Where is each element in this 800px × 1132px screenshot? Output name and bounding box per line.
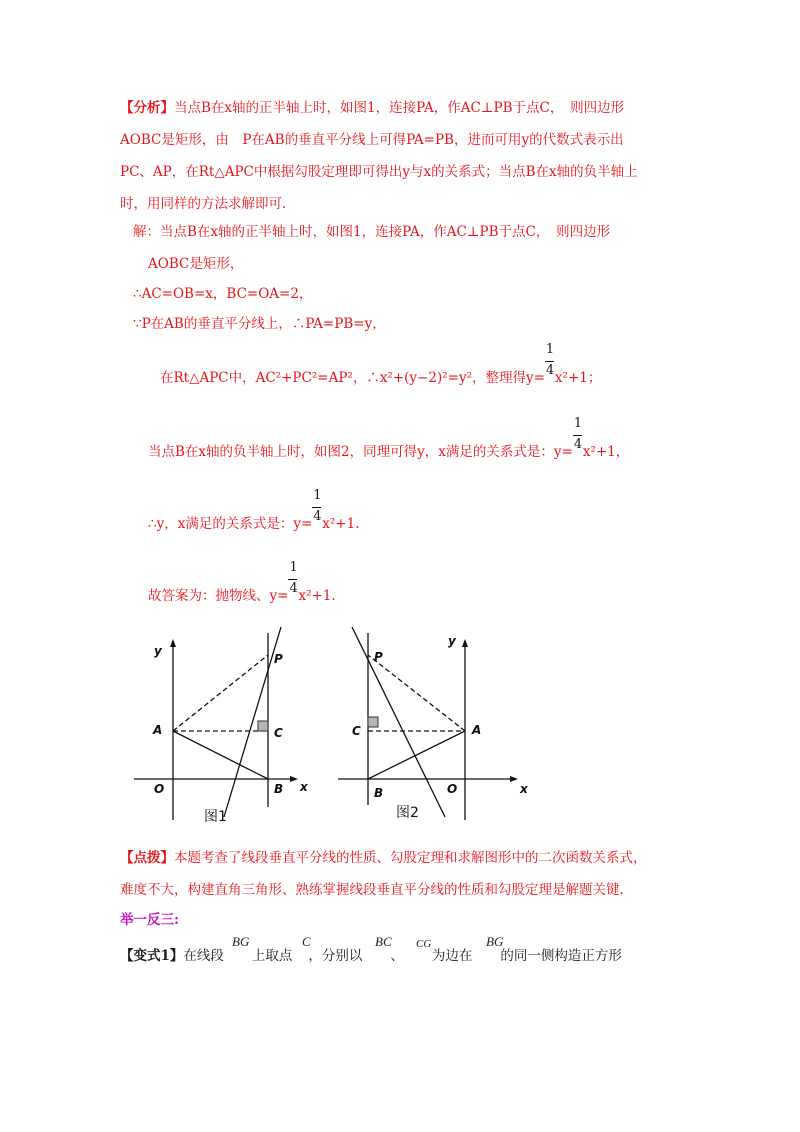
fig2-label-B: B [374,786,384,800]
variant-1-text-5: 为边在 [431,948,473,964]
fraction-denominator: 4 [545,363,555,378]
fraction-denominator: 4 [573,437,583,452]
fig1-label-A: A [153,723,163,737]
solution-line-7 [148,488,360,534]
solution-line-5-pre: 在Rt△APC中，AC²+PC²=AP²，∴x²+(y−2)²=y²，整理得y= [160,370,545,386]
review-line-2: 难度不大，构建直角三角形、熟练掌握线段垂直平分线的性质和勾股定理是解题关键. [120,882,624,898]
solution-line-6-post: x²+1， [582,444,630,460]
solution-line-8-post: x²+1. [298,588,336,604]
fig2-caption: 图2 [396,805,419,821]
variant-1-text-3: ，分别以 [308,948,363,964]
math-c: C [302,934,311,949]
variant-1-tag: 【变式1】 [120,948,184,964]
practice-heading: 举一反三: [120,912,179,928]
fraction-one-quarter [288,560,298,600]
solution-line-1: 解：当点B在x轴的正半轴上时，如图1，连接PA，作AC⊥PB于点C， 则四边形 [133,224,611,240]
fig2-label-P: P [374,650,383,664]
fig1-label-x: x [300,780,308,794]
solution-line-7-post: x²+1. [322,516,360,532]
figure-1 [128,625,308,830]
analysis-text-1: 当点B在x轴的正半轴上时，如图1，连接PA，作AC⊥PB于点C， 则四边形 [174,100,625,116]
fraction-denominator: 4 [289,581,298,596]
fig1-label-C: C [274,726,283,740]
analysis-line-2: AOBC是矩形，由 P在AB的垂直平分线上可得PA=PB，进而可用y的代数式表示出 [120,132,624,148]
solution-line-4: ∵P在AB的垂直平分线上，∴PA=PB=y， [133,316,386,332]
variant-1-text-1: 在线段 [183,948,224,964]
fraction-numerator: 1 [545,342,555,357]
variant-1-text-2: 上取点 [251,948,293,964]
fraction-one-quarter [312,488,322,528]
solution-line-2: AOBC是矩形， [148,256,244,272]
analysis-line-1 [120,98,624,118]
math-bg-2: BG [486,934,504,949]
fraction-numerator: 1 [289,560,298,575]
solution-line-8-pre: 故答案为：抛物线、y= [148,588,289,604]
fig2-label-C: C [352,724,361,738]
fraction-denominator: 4 [313,509,322,524]
math-cg: CG [416,938,432,950]
fig2-label-O: O [447,782,458,796]
solution-line-8 [148,560,336,606]
solution-line-6 [148,416,630,462]
fig1-label-P: P [274,652,283,666]
analysis-line-4: 时，用同样的方法求解即可. [120,196,287,212]
fig1-label-O: O [154,782,165,796]
analysis-tag: 【分析】 [120,100,174,116]
review-tag: 【点拨】 [120,850,174,866]
fraction-numerator: 1 [573,416,583,431]
solution-line-7-pre: ∴y，x满足的关系式是：y= [148,516,313,532]
fig1-label-y: y [154,644,162,658]
solution-line-3: ∴AC=OB=x，BC=OA=2， [133,286,313,302]
fraction-one-quarter [573,416,583,456]
fig2-label-y: y [448,634,456,648]
review-text-1: 本题考查了线段垂直平分线的性质、勾股定理和求解图形中的二次函数关系式， [174,850,647,866]
analysis-line-3: PC、AP，在Rt△APC中根据勾股定理即可得出y与x的关系式；当点B在x轴的负半轴上 [120,164,638,180]
variant-1-text-4: 、 [390,948,404,964]
fig1-caption: 图1 [204,809,227,825]
fraction-numerator: 1 [313,488,322,503]
variant-1-text-6: 的同一侧构造正方形 [500,948,622,964]
review-line-1 [120,848,647,868]
figure-2 [330,625,535,830]
solution-line-5-post: x²+1； [554,370,602,386]
fig1-label-B: B [274,782,284,796]
variant-1-line [120,946,622,966]
fig2-label-x: x [520,782,528,796]
solution-line-6-pre: 当点B在x轴的负半轴上时，如图2，同理可得y，x满足的关系式是：y= [148,444,573,460]
fraction-one-quarter [545,342,555,382]
solution-line-5 [160,342,602,388]
fig2-label-A: A [472,723,482,737]
math-bg: BG [232,934,250,949]
math-bc: BC [375,934,392,949]
